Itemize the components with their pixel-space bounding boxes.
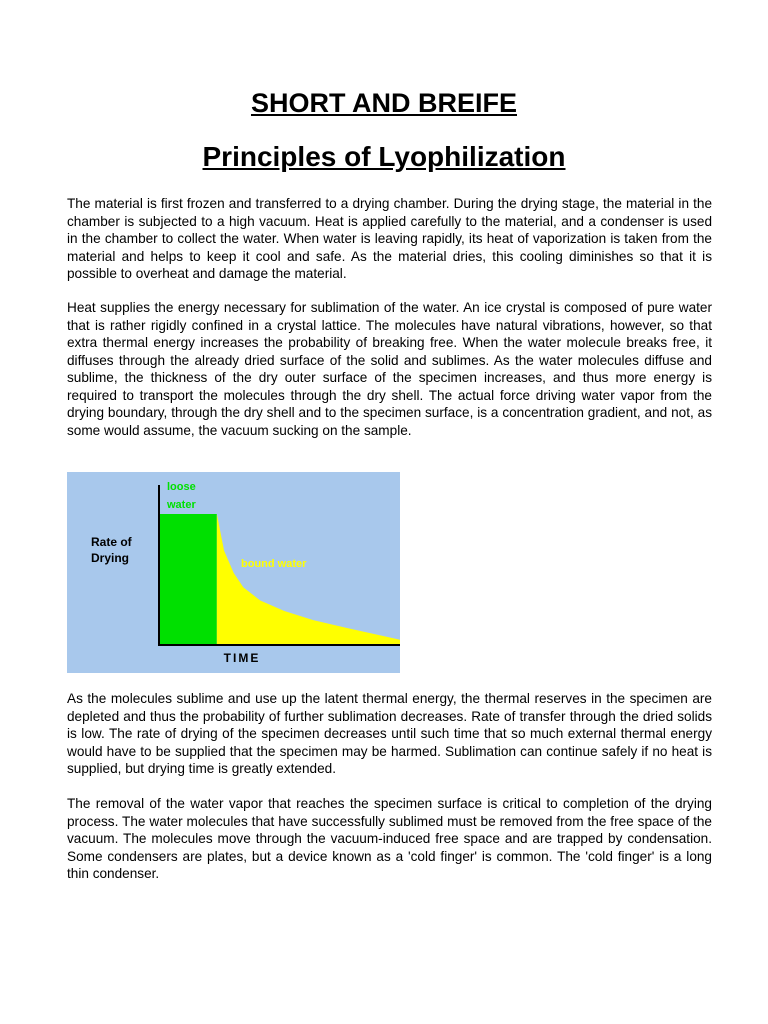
loose-water-label-line2: water (167, 499, 196, 511)
bound-water-label: bound water (241, 558, 307, 570)
document-title: Principles of Lyophilization (202, 141, 566, 172)
y-axis-label-line1: Rate of (91, 535, 132, 549)
bound-water-area (217, 514, 400, 645)
paragraph-4: The removal of the water vapor that reaches the specimen surface is critical to completion of the drying process. The water molecules that have successfully sublimed must be removed from the free space of the vacuum. The molecules move through the vacuum-induced free space and are trapped by condensation. Some condensers are plates, but a device known as a 'cold finger' is common. The 'cold finger' is a long thin condenser. (67, 796, 712, 881)
paragraph-2: Heat supplies the energy necessary for sublimation of the water. An ice crystal is composed of pure water that is rather rigidly confined in a crystal lattice. The molecules have natural vibrations, however, so that extra thermal energy increases the probability of breaking free. When the water molecule breaks free, it diffuses through the already dried surface of the solid and sublimes. As the water molecules diffuse and sublime, the thickness of the dry outer surface of the specimen increases, and thus more energy is required to transport the molecules through the dry shell. The actual force driving water vapor from the drying boundary, through the dry shell and to the specimen surface, is a concentration gradient, and not, as some would assume, the vacuum sucking on the sample. (67, 300, 712, 438)
x-axis-label: TIME (223, 651, 261, 665)
drying-rate-chart (67, 472, 400, 673)
paragraph-3: As the molecules sublime and use up the latent thermal energy, the thermal reserves in the specimen are depleted and thus the probability of further sublimation decreases. Rate of transfer through the dried solids is low. The rate of drying of the specimen decreases until such time that so much external thermal energy would have to be supplied that the specimen may be harmed. Sublimation can continue safely if no heat is supplied, but drying time is greatly extended. (67, 691, 712, 776)
document-heading: SHORT AND BREIFE (250, 88, 517, 118)
y-axis-label-line2: Drying (91, 551, 130, 565)
paragraph-1: The material is first frozen and transferred to a drying chamber. During the drying stage, the material in the chamber is subjected to a high vacuum. Heat is applied carefully to the material, and a condenser is used in the chamber to collect the water. When water is leaving rapidly, its heat of vaporization is taken from the material and helps to keep it cool and safe. As the material dries, this cooling diminishes so that it is possible to overheat and damage the material. (67, 196, 712, 281)
drying-rate-figure (67, 472, 400, 673)
loose-water-label-line1: loose (167, 481, 196, 493)
loose-water-area (159, 514, 217, 645)
